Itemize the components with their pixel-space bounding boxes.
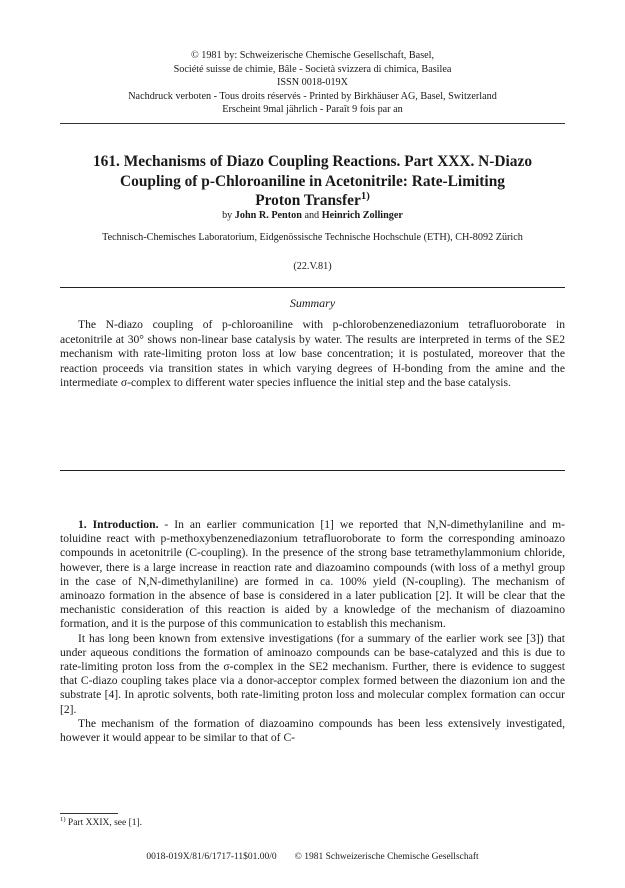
masthead-society-names: Société suisse de chimie, Bâle - Società svizzera di chimica, Basilea: [173, 63, 452, 75]
author-byline: [60, 209, 565, 222]
footnote: [60, 815, 143, 828]
author-penton: John R. Penton: [234, 210, 302, 221]
title-line-3: [60, 191, 565, 211]
intro-paragraph-1: [60, 518, 565, 632]
title-line-2: Coupling of p-Chloroaniline in Acetonitrile: Rate-Limiting: [120, 172, 505, 190]
article-title: [60, 152, 565, 211]
intro-heading: 1. Introduction.: [78, 518, 159, 531]
summary-bottom-rule: [60, 470, 565, 471]
page-footer: [60, 852, 565, 862]
footnote-rule: [60, 813, 118, 814]
summary-top-rule: [60, 287, 565, 288]
masthead-rule: [60, 123, 565, 124]
masthead-rights: Nachdruck verboten - Tous droits réservés - Printed by Birkhäuser AG, Basel, Switzerland: [128, 90, 497, 102]
title-line-1: [60, 152, 565, 172]
masthead-copyright: © 1981 by: Schweizerische Chemische Gesellschaft, Basel,: [190, 50, 435, 61]
author-zollinger: Heinrich Zollinger: [321, 210, 403, 221]
footnote-mark: 1): [60, 815, 66, 823]
intro-paragraph-3: The mechanism of the formation of diazoamino compounds has been less extensively investigated, however it would appear to be similar to that of C-: [60, 716, 565, 745]
masthead-issn: ISSN 0018-019X: [276, 77, 349, 89]
author-affiliation: Technisch-Chemisches Laboratorium, Eidgenössische Technische Hochschule (ETH), CH-8092 Zürich: [102, 232, 523, 243]
intro-paragraph-2: It has long been known from extensive investigations (for a summary of the earlier work see [3]) that under aqueous conditions the formation of aminoazo compounds can be base-catalyzed and this is due to rate-limiting proton loss from the σ-complex in the SE2 mechanism. Further, there is evidence to suggest that C-diazo coupling takes place via a donor-acceptor complex formed between the diazonium ion and the substrate [4]. In aprotic solvents, both rate-limiting proton loss and molecular complex formation can occur [2].: [60, 631, 565, 716]
title-text-1: Mechanisms of Diazo Coupling Reactions. Part XXX. N-Diazo: [123, 153, 533, 170]
byline-prefix: by: [222, 210, 233, 221]
summary-heading: Summary: [289, 296, 336, 310]
byline-join: and: [304, 210, 320, 221]
summary-text: The N-diazo coupling of p-chloroaniline with p-chlorobenzenediazonium tetrafluoroborate in acetonitrile at 30° shows non-linear base catalysis by water. The results are interpreted in terms of the SE2 mechanism with rate-limiting proton loss at low base concentration; it is postulated, moreover that the reaction proceeds via transition states in which varying degrees of H-bonding from the amine and the intermediate σ-complex to different water species influence the initial step and the base catalysis.: [60, 318, 565, 390]
title-text-3: Proton Transfer: [255, 192, 361, 209]
intro-paragraph-1-text: - In an earlier communication [1] we reported that N,N-dimethylaniline and m-toluidine react with p-methoxybenzenediazonium tetrafluoroborate to form the corresponding aminoazo compounds in acetonitrile (C-coupling). In the presence of the strong base tetramethylammonium chloride, however, there is a large increase in reaction rate and diazoamino compounds (with loss of a methyl group in the case of N,N-dimethylaniline) are formed in ca. 100% yield (N-coupling). The mechanism of aminoazo formation in the absence of base is considered in a later publication [2]. It will be clear that the mechanistic consideration of this reaction is aided by a knowledge of the mechanism of diazoamino formation, and it is the purpose of this communication to establish this mechanism.: [60, 518, 565, 631]
footer-copyright: © 1981 Schweizerische Chemische Gesellschaft: [294, 852, 479, 862]
footnote-text: Part XXIX, see [1].: [67, 818, 143, 828]
masthead-frequency: Erscheint 9mal jährlich - Paraît 9 fois par an: [222, 104, 403, 116]
journal-masthead: [60, 49, 565, 117]
title-footnote-mark[interactable]: 1): [360, 189, 370, 202]
article-number: 161.: [92, 153, 120, 170]
footer-code: 0018-019X/81/6/1717-11$01.00/0: [146, 852, 277, 862]
received-date: (22.V.81): [293, 261, 332, 272]
article-body: [60, 518, 565, 745]
